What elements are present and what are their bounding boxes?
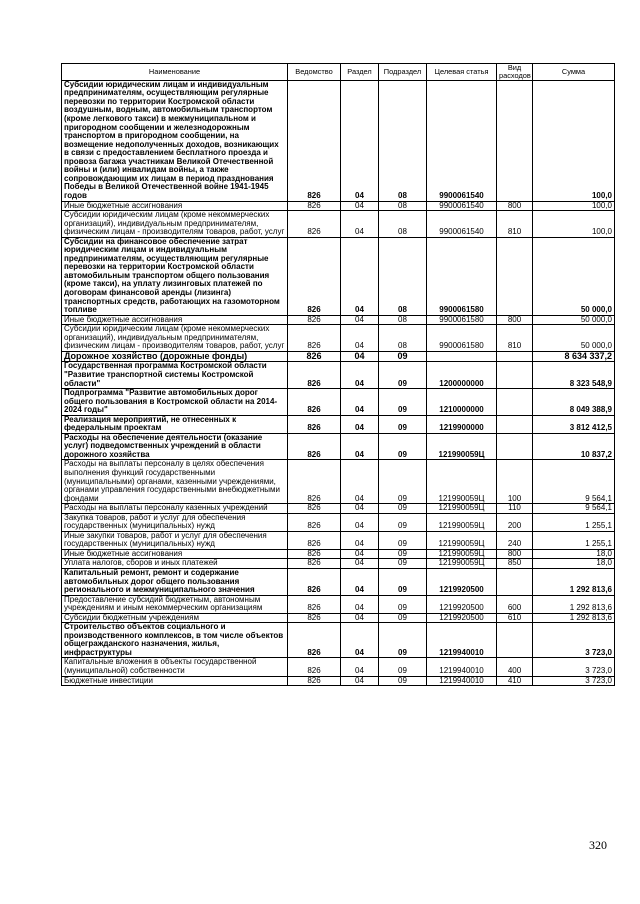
cell-sum: 1 292 813,6 (533, 613, 615, 623)
cell-expense-type: 400 (497, 658, 533, 676)
cell-subsection: 09 (379, 595, 427, 613)
cell-department: 826 (288, 531, 341, 549)
cell-department: 826 (288, 211, 341, 238)
cell-expense-type: 810 (497, 325, 533, 352)
cell-sum: 50 000,0 (533, 237, 615, 315)
cell-section: 04 (341, 315, 379, 325)
cell-target-article: 1219940010 (427, 623, 497, 658)
cell-target-article: 9900061580 (427, 315, 497, 325)
table-row (62, 531, 615, 549)
cell-subsection: 09 (379, 623, 427, 658)
cell-name: Дорожное хозяйство (дорожные фонды) (62, 351, 288, 362)
cell-section: 04 (341, 623, 379, 658)
cell-target-article: 1219920500 (427, 613, 497, 623)
cell-subsection: 08 (379, 80, 427, 201)
cell-department: 826 (288, 237, 341, 315)
cell-section: 04 (341, 559, 379, 569)
cell-subsection: 08 (379, 211, 427, 238)
cell-target-article: 9900061540 (427, 80, 497, 201)
cell-expense-type (497, 351, 533, 362)
cell-target-article (427, 351, 497, 362)
cell-target-article: 1210000000 (427, 389, 497, 416)
cell-department: 826 (288, 80, 341, 201)
cell-expense-type: 800 (497, 315, 533, 325)
cell-name: Реализация мероприятий, не отнесенных к федеральным проектам (62, 415, 288, 433)
cell-name: Субсидии на финансовое обеспечение затрат юридическим лицам и индивидуальным предпринимателям, осуществляющим регулярные перевозки на территории Костромской области автомобильным транспортом общего пользования (кроме такси), на уплату лизинговых платежей по договорам финансовой аренды (лизинга) транспортных средств, работающих на газомоторном топливе (62, 237, 288, 315)
cell-subsection: 09 (379, 389, 427, 416)
cell-section: 04 (341, 613, 379, 623)
cell-department: 826 (288, 315, 341, 325)
cell-department: 826 (288, 613, 341, 623)
cell-target-article: 9900061540 (427, 211, 497, 238)
cell-expense-type: 810 (497, 211, 533, 238)
cell-department: 826 (288, 513, 341, 531)
cell-sum: 3 723,0 (533, 676, 615, 686)
cell-name: Иные бюджетные ассигнования (62, 549, 288, 559)
cell-name: Бюджетные инвестиции (62, 676, 288, 686)
cell-name: Субсидии бюджетным учреждениям (62, 613, 288, 623)
cell-name: Закупка товаров, работ и услуг для обеспечения государственных (муниципальных) нужд (62, 513, 288, 531)
cell-name: Подпрограмма "Развитие автомобильных дорог общего пользования в Костромской области на 2014-2024 годы" (62, 389, 288, 416)
cell-expense-type (497, 237, 533, 315)
cell-target-article: 9900061580 (427, 325, 497, 352)
table-row (62, 351, 615, 362)
cell-expense-type: 850 (497, 559, 533, 569)
cell-name: Иные закупки товаров, работ и услуг для обеспечения государственных (муниципальных) нужд (62, 531, 288, 549)
cell-expense-type: 200 (497, 513, 533, 531)
table-row (62, 658, 615, 676)
cell-department: 826 (288, 325, 341, 352)
header-subsection: Подраздел (379, 64, 427, 81)
cell-subsection: 09 (379, 676, 427, 686)
cell-target-article: 1219940010 (427, 676, 497, 686)
cell-target-article: 1219920500 (427, 569, 497, 596)
table-row (62, 415, 615, 433)
cell-target-article: 121990059Ц (427, 513, 497, 531)
cell-subsection: 09 (379, 658, 427, 676)
cell-section: 04 (341, 415, 379, 433)
cell-name: Предоставление субсидий бюджетным, автономным учреждениям и иным некоммерческим организациям (62, 595, 288, 613)
cell-section: 04 (341, 676, 379, 686)
table-row (62, 211, 615, 238)
cell-target-article: 121990059Ц (427, 460, 497, 504)
table-row (62, 513, 615, 531)
cell-expense-type: 410 (497, 676, 533, 686)
cell-sum: 100,0 (533, 211, 615, 238)
cell-department: 826 (288, 351, 341, 362)
cell-target-article: 9900061580 (427, 237, 497, 315)
cell-target-article: 121990059Ц (427, 531, 497, 549)
header-department: Ведомство (288, 64, 341, 81)
cell-target-article: 1219940010 (427, 658, 497, 676)
cell-name: Расходы на обеспечение деятельности (оказание услуг) подведомственных учреждений в области дорожного хозяйства (62, 433, 288, 460)
cell-department: 826 (288, 460, 341, 504)
cell-subsection: 09 (379, 362, 427, 389)
cell-subsection: 09 (379, 433, 427, 460)
cell-subsection: 08 (379, 325, 427, 352)
cell-subsection: 09 (379, 531, 427, 549)
table-row (62, 676, 615, 686)
cell-name: Строительство объектов социального и производственного комплексов, в том числе объектов общегражданского назначения, жилья, инфраструктуры (62, 623, 288, 658)
cell-name: Расходы на выплаты персоналу казенных учреждений (62, 504, 288, 514)
cell-target-article: 9900061540 (427, 201, 497, 211)
cell-section: 04 (341, 658, 379, 676)
table-header-row (62, 64, 615, 81)
cell-expense-type: 110 (497, 504, 533, 514)
cell-department: 826 (288, 201, 341, 211)
cell-subsection: 08 (379, 237, 427, 315)
cell-name: Капитальный ремонт, ремонт и содержание автомобильных дорог общего пользования регионального и межмуниципального значения (62, 569, 288, 596)
table-row (62, 237, 615, 315)
cell-sum: 100,0 (533, 80, 615, 201)
cell-expense-type (497, 433, 533, 460)
cell-department: 826 (288, 504, 341, 514)
cell-subsection: 08 (379, 201, 427, 211)
cell-department: 826 (288, 595, 341, 613)
table-row (62, 433, 615, 460)
cell-expense-type: 610 (497, 613, 533, 623)
cell-section: 04 (341, 433, 379, 460)
cell-department: 826 (288, 389, 341, 416)
cell-target-article: 1219900000 (427, 415, 497, 433)
cell-section: 04 (341, 389, 379, 416)
cell-name: Расходы на выплаты персоналу в целях обеспечения выполнения функций государственными (муниципальными) органами, казенными учреждениями, органами управления государственными внебюджетными фондами (62, 460, 288, 504)
cell-subsection: 09 (379, 460, 427, 504)
header-section: Раздел (341, 64, 379, 81)
cell-section: 04 (341, 531, 379, 549)
table-row (62, 569, 615, 596)
cell-section: 04 (341, 362, 379, 389)
cell-section: 04 (341, 80, 379, 201)
cell-expense-type (497, 623, 533, 658)
cell-expense-type (497, 80, 533, 201)
table-row (62, 559, 615, 569)
cell-subsection: 09 (379, 351, 427, 362)
cell-target-article: 121990059Ц (427, 504, 497, 514)
table-row (62, 315, 615, 325)
cell-sum: 3 812 412,5 (533, 415, 615, 433)
cell-subsection: 09 (379, 559, 427, 569)
cell-section: 04 (341, 351, 379, 362)
header-target-article: Целевая статья (427, 64, 497, 81)
cell-expense-type: 240 (497, 531, 533, 549)
cell-target-article: 121990059Ц (427, 549, 497, 559)
table-row (62, 201, 615, 211)
cell-name: Капитальные вложения в объекты государственной (муниципальной) собственности (62, 658, 288, 676)
cell-sum: 50 000,0 (533, 325, 615, 352)
cell-name: Субсидии юридическим лицам (кроме некоммерческих организаций), индивидуальным предпринимателям, физическим лицам - производителям товаров, работ, услуг (62, 211, 288, 238)
cell-target-article: 1219920500 (427, 595, 497, 613)
cell-sum: 50 000,0 (533, 315, 615, 325)
cell-subsection: 09 (379, 569, 427, 596)
cell-sum: 100,0 (533, 201, 615, 211)
cell-department: 826 (288, 362, 341, 389)
cell-section: 04 (341, 549, 379, 559)
cell-expense-type (497, 389, 533, 416)
table-row (62, 549, 615, 559)
header-sum: Сумма (533, 64, 615, 81)
header-expense-type: Вид расходов (497, 64, 533, 81)
cell-section: 04 (341, 569, 379, 596)
table-row (62, 80, 615, 201)
table-row (62, 389, 615, 416)
cell-sum: 3 723,0 (533, 658, 615, 676)
cell-section: 04 (341, 595, 379, 613)
cell-department: 826 (288, 658, 341, 676)
table-body (62, 80, 615, 685)
cell-sum: 8 049 388,9 (533, 389, 615, 416)
cell-sum: 3 723,0 (533, 623, 615, 658)
cell-sum: 18,0 (533, 549, 615, 559)
cell-name: Государственная программа Костромской области "Развитие транспортной системы Костромской области" (62, 362, 288, 389)
cell-department: 826 (288, 559, 341, 569)
table-row (62, 613, 615, 623)
page-number: 320 (589, 838, 607, 852)
budget-table (61, 63, 615, 686)
cell-sum: 1 255,1 (533, 531, 615, 549)
cell-department: 826 (288, 623, 341, 658)
cell-section: 04 (341, 513, 379, 531)
cell-subsection: 09 (379, 415, 427, 433)
table-row (62, 504, 615, 514)
cell-name: Субсидии юридическим лицам и индивидуальным предпринимателям, осуществляющим регулярные перевозки по территории Костромской области воздушным, водным, автомобильным транспортом (кроме легкового такси) в межмуниципальном и пригородном сообщении и железнодорожным транспортом в пригородном сообщении, на возмещение недополученных доходов, возникающих в связи с предоставлением бесплатного проезда и провоза багажа участникам Великой Отечественной войны и (или) инвалидам войны, а также сопровождающим их лицам в период празднования Победы в Великой Отечественной войне 1941-1945 годов (62, 80, 288, 201)
table-row (62, 460, 615, 504)
table-row (62, 325, 615, 352)
cell-sum: 1 255,1 (533, 513, 615, 531)
cell-sum: 9 564,1 (533, 504, 615, 514)
cell-expense-type: 600 (497, 595, 533, 613)
cell-department: 826 (288, 676, 341, 686)
cell-expense-type: 100 (497, 460, 533, 504)
header-name: Наименование (62, 64, 288, 81)
cell-expense-type (497, 362, 533, 389)
cell-target-article: 121990059Ц (427, 433, 497, 460)
cell-target-article: 121990059Ц (427, 559, 497, 569)
cell-department: 826 (288, 415, 341, 433)
cell-expense-type: 800 (497, 201, 533, 211)
cell-subsection: 09 (379, 513, 427, 531)
cell-section: 04 (341, 201, 379, 211)
cell-sum: 18,0 (533, 559, 615, 569)
cell-department: 826 (288, 569, 341, 596)
cell-section: 04 (341, 460, 379, 504)
cell-expense-type (497, 569, 533, 596)
cell-subsection: 09 (379, 549, 427, 559)
cell-sum: 10 837,2 (533, 433, 615, 460)
cell-sum: 9 564,1 (533, 460, 615, 504)
cell-subsection: 08 (379, 315, 427, 325)
table-row (62, 595, 615, 613)
cell-expense-type (497, 415, 533, 433)
cell-expense-type: 800 (497, 549, 533, 559)
cell-department: 826 (288, 433, 341, 460)
cell-sum: 8 634 337,2 (533, 351, 615, 362)
cell-subsection: 09 (379, 613, 427, 623)
table-row (62, 623, 615, 658)
cell-department: 826 (288, 549, 341, 559)
cell-name: Субсидии юридическим лицам (кроме некоммерческих организаций), индивидуальным предпринимателям, физическим лицам - производителям товаров, работ, услуг (62, 325, 288, 352)
cell-subsection: 09 (379, 504, 427, 514)
cell-name: Иные бюджетные ассигнования (62, 315, 288, 325)
cell-sum: 1 292 813,6 (533, 595, 615, 613)
cell-target-article: 1200000000 (427, 362, 497, 389)
cell-section: 04 (341, 211, 379, 238)
cell-sum: 8 323 548,9 (533, 362, 615, 389)
cell-sum: 1 292 813,6 (533, 569, 615, 596)
cell-section: 04 (341, 237, 379, 315)
cell-name: Иные бюджетные ассигнования (62, 201, 288, 211)
cell-section: 04 (341, 504, 379, 514)
cell-section: 04 (341, 325, 379, 352)
table-row (62, 362, 615, 389)
cell-name: Уплата налогов, сборов и иных платежей (62, 559, 288, 569)
